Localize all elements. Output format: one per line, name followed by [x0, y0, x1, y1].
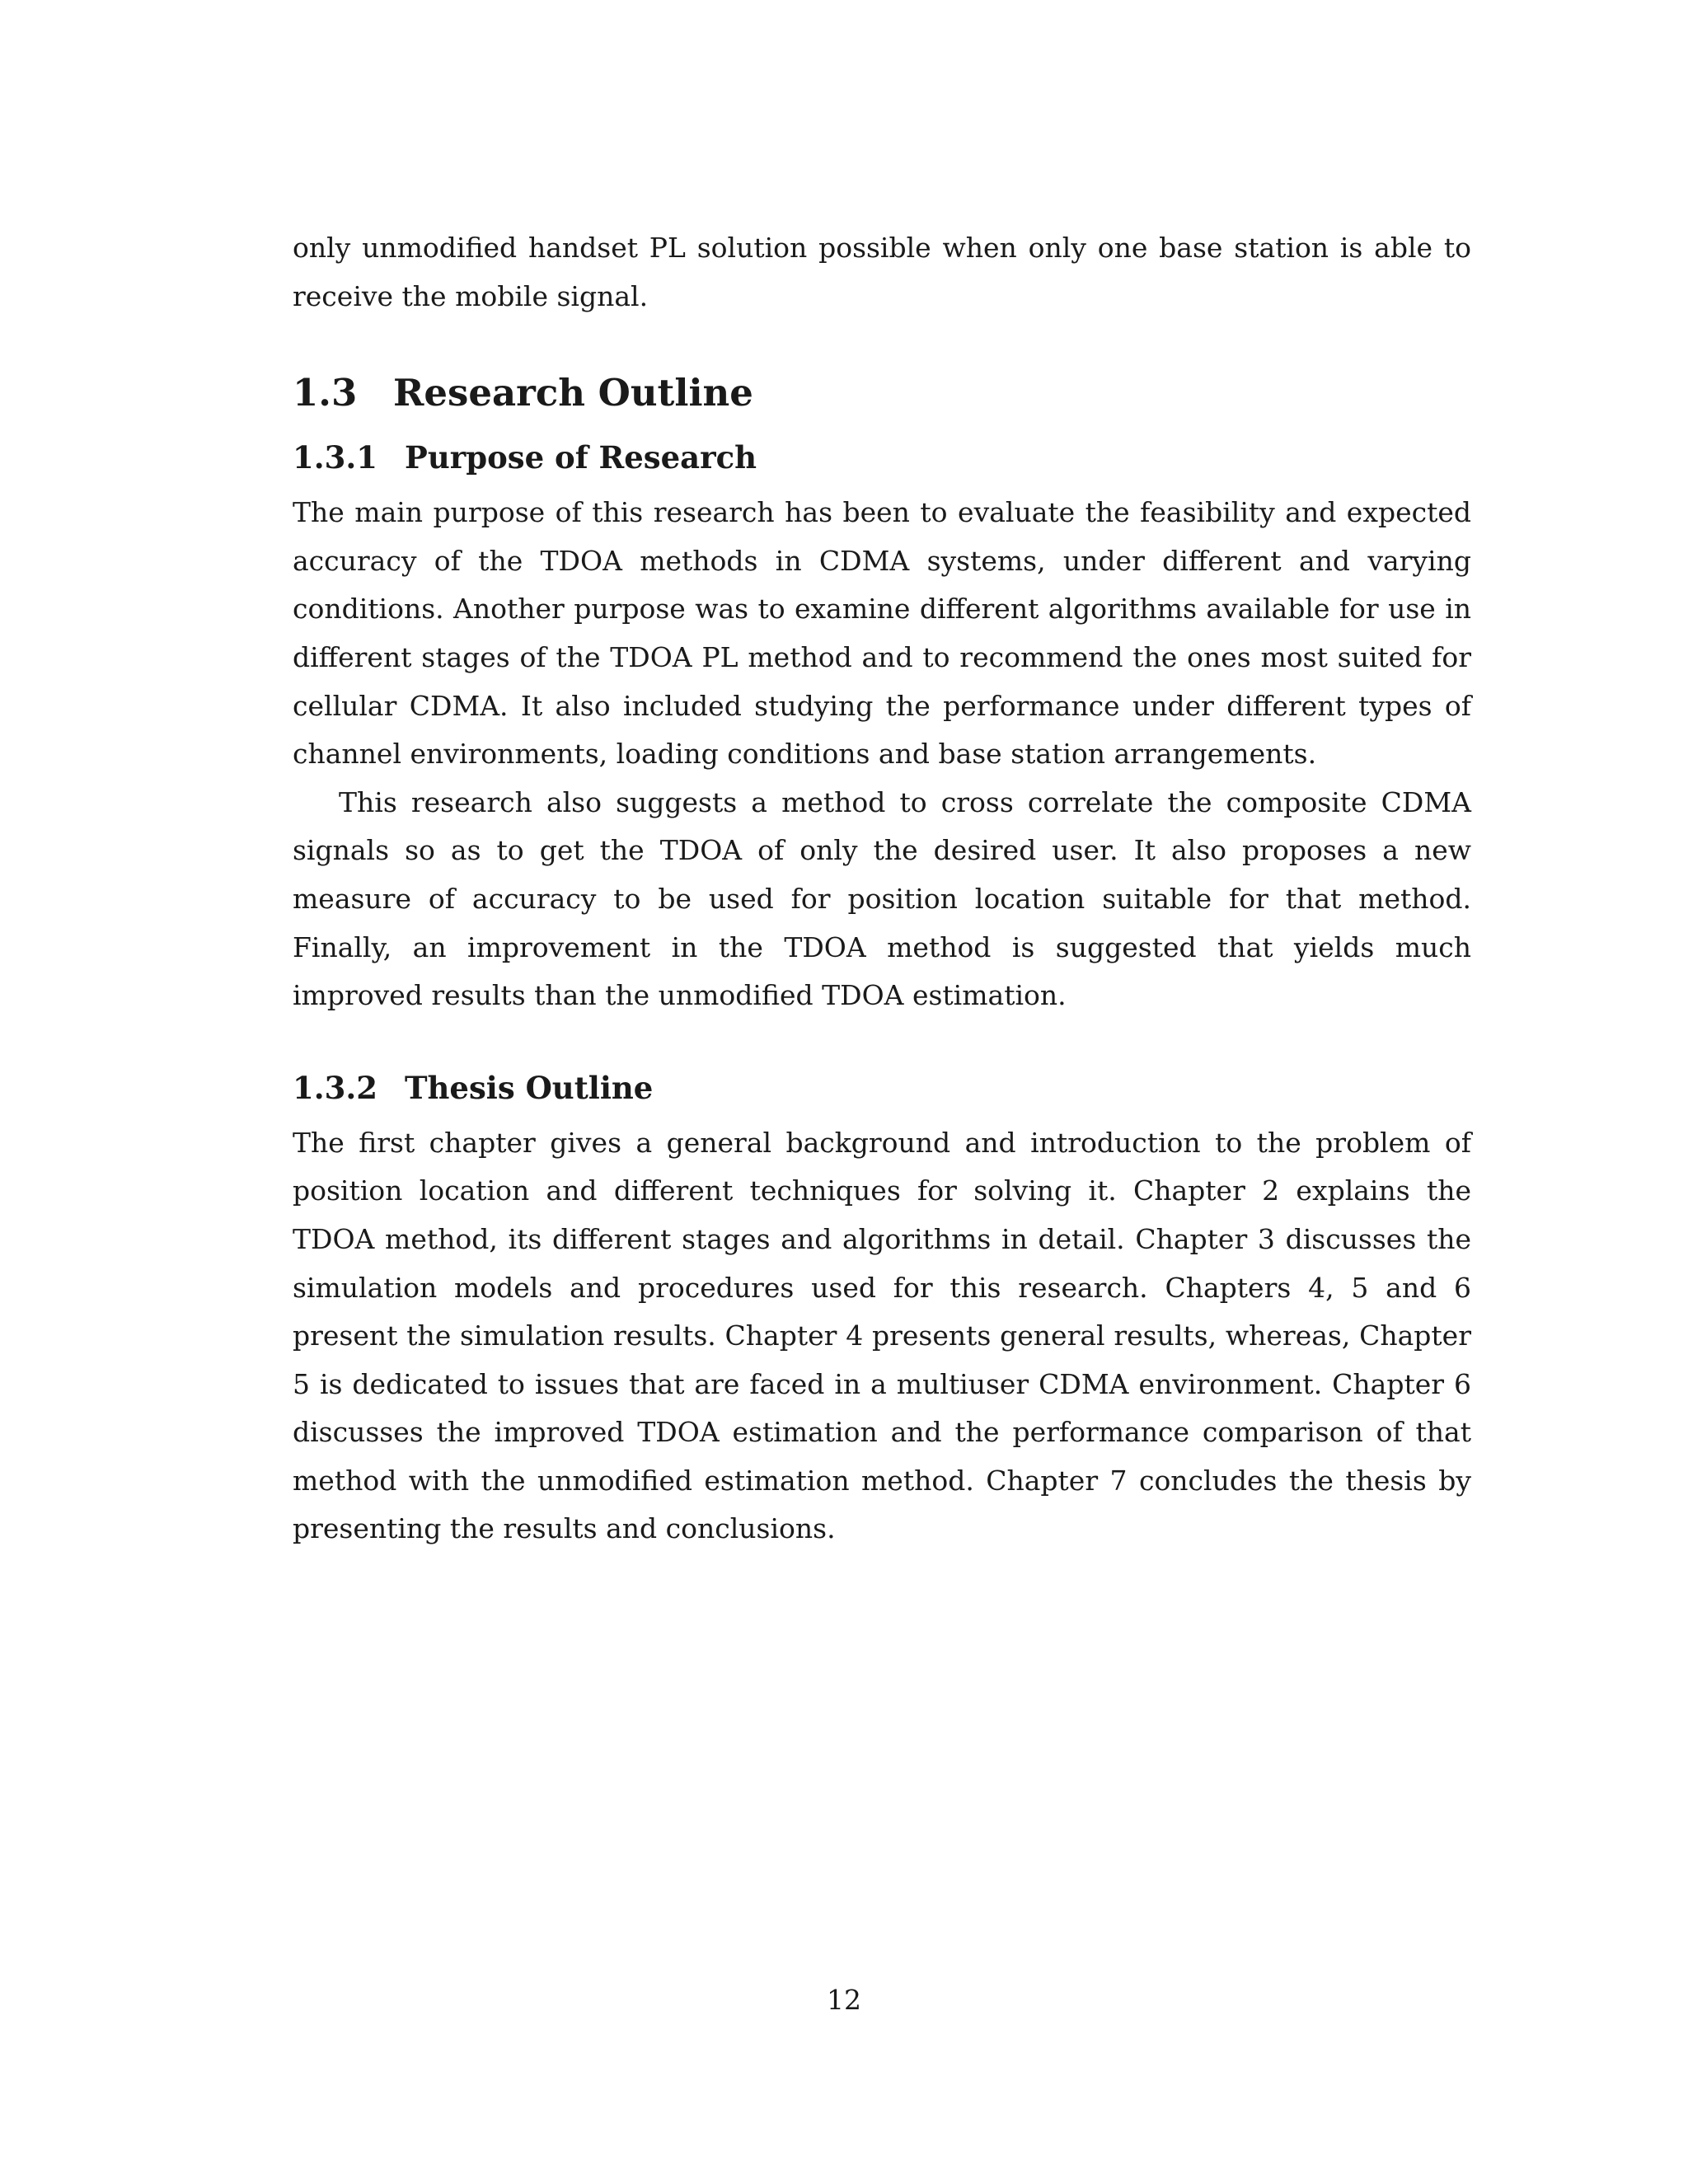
body-paragraph: The first chapter gives a general background and introduction to the problem of position location and different techniques for solving it. Chapter 2 explains the TDOA method, its different stages and algorithms in detail. Chapter 3 discusses the simulation models and procedures used for this research. Chapters 4, 5 and 6 present the simulation results. Chapter 4 presents general results, whereas, Chapter 5 is dedicated to issues that are faced in a multiuser CDMA environment. Chapter 6 discusses the improved TDOA estimation and the performance comparison of that method with the unmodified estimation method. Chapter 7 concludes the thesis by presenting the results and conclusions. — [293, 1126, 1471, 1545]
section-heading — [293, 368, 1471, 418]
page-number: 12 — [827, 1984, 861, 2016]
subsection-heading-purpose — [293, 436, 1471, 479]
subsection-number: 1.3.2 — [293, 1069, 377, 1106]
section-number: 1.3 — [293, 371, 358, 415]
subsection-title: Thesis Outline — [405, 1069, 654, 1106]
body-paragraph: This research also suggests a method to cross correlate the composite CDMA signals so as to get the TDOA of only the desired user. It also proposes a new measure of accuracy to be used for position location suitable for that method. Finally, an improvement in the TDOA method is suggested that yields much improved results than the unmodified TDOA estimation. — [293, 785, 1471, 1012]
page-body — [293, 224, 1471, 1554]
subsection-heading-thesis-outline — [293, 1066, 1471, 1109]
section-title: Research Outline — [393, 371, 753, 415]
subsection-number: 1.3.1 — [293, 439, 377, 476]
intro-paragraph: only unmodified handset PL solution possible when only one base station is able to receive the mobile signal. — [293, 232, 1471, 312]
subsection-title: Purpose of Research — [405, 439, 757, 476]
body-paragraph: The main purpose of this research has been to evaluate the feasibility and expected accuracy of the TDOA methods in CDMA systems, under different and varying conditions. Another purpose was to examine different algorithms available for use in different stages of the TDOA PL method and to recommend the ones most suited for cellular CDMA. It also included studying the performance under different types of channel environments, loading conditions and base station arrangements. — [293, 496, 1471, 771]
